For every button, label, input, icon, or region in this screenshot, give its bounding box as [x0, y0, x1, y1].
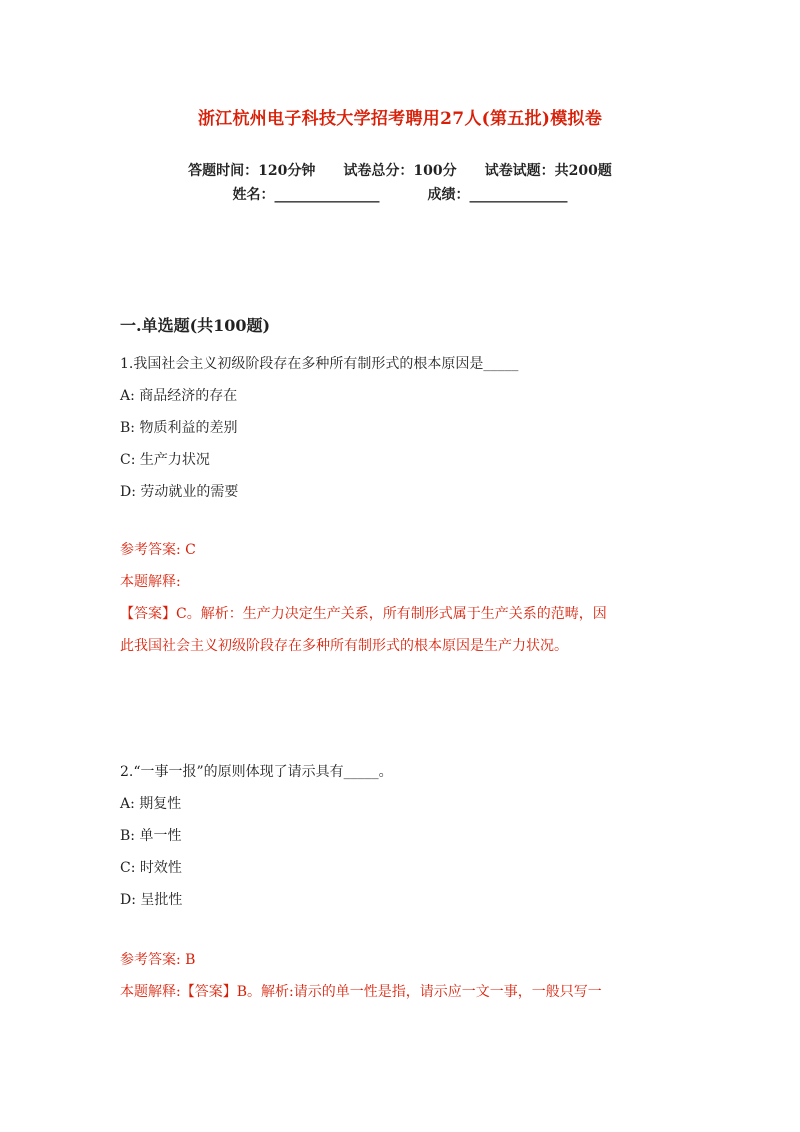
explain-line: 此我国社会主义初级阶段存在多种所有制形式的根本原因是生产力状况。	[120, 638, 568, 654]
exam-content	[120, 316, 686, 1000]
option-b: B: 单一性	[120, 828, 182, 844]
reference-answer: 参考答案: C	[120, 542, 196, 558]
option-c: C: 生产力状况	[120, 452, 210, 468]
candidate-row	[0, 184, 800, 204]
explain-label: 本题解释:	[120, 574, 181, 590]
option-b: B: 物质利益的差别	[120, 420, 238, 436]
exam-title: 浙江杭州电子科技大学招考聘用27人(第五批)模拟卷	[197, 109, 603, 129]
option-a: A: 期复性	[120, 796, 182, 812]
reference-answer: 参考答案: B	[120, 952, 196, 968]
total-score-label: 试卷总分：100分	[343, 163, 457, 179]
name-field-label: 姓名：_______________	[232, 187, 380, 203]
question-2	[120, 762, 686, 922]
option-d: D: 呈批性	[120, 892, 183, 908]
option-a: A: 商品经济的存在	[120, 388, 238, 404]
answer-block-1	[120, 540, 686, 668]
exam-meta-row	[0, 160, 800, 180]
option-d: D: 劳动就业的需要	[120, 484, 239, 500]
answer-block-2	[120, 950, 686, 1014]
time-label: 答题时间：120分钟	[188, 163, 316, 179]
question-1	[120, 354, 686, 514]
total-questions-label: 试卷试题：共200题	[484, 163, 612, 179]
question-text: 2.“一事一报”的原则体现了请示具有_____。	[120, 764, 393, 780]
question-text: 1.我国社会主义初级阶段存在多种所有制形式的根本原因是_____	[120, 356, 519, 372]
explain-line: 本题解释:【答案】B。解析:请示的单一性是指，请示应一文一事，一般只写一	[120, 984, 602, 1000]
option-c: C: 时效性	[120, 860, 182, 876]
explain-line: 【答案】C。解析：生产力决定生产关系，所有制形式属于生产关系的范畴，因	[120, 606, 607, 622]
score-field-label: 成绩：______________	[427, 187, 568, 203]
section-title: 一.单选题(共100题)	[120, 316, 271, 335]
